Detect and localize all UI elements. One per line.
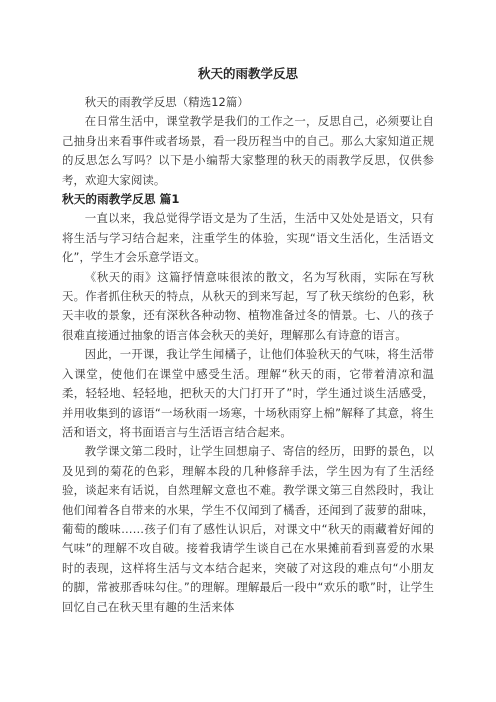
- body-paragraph: 《秋天的雨》这篇抒情意味很浓的散文，名为写秋雨，实际在写秋天。作者抓住秋天的特点，从秋天的到来写起，写了秋天缤纷的色彩，秋天丰收的景象，还有深秋各种动物、植物准备过冬的情景。七、八的孩子很难直接通过抽象的语言体会秋天的美好，理解那么有诗意的语言。: [62, 269, 434, 342]
- body-paragraph: 因此，一开课，我让学生闻橘子，让他们体验秋天的气味，将生活带入课堂，使他们在课堂中感受生活。理解“秋天的雨，它带着清凉和温柔，轻轻地、轻轻地，把秋天的大门打开了”时，学生通过谈生活感受，并用收集到的谚语“一场秋雨一场寒，十场秋雨穿上棉”解释了其意，将生活和语文，将书面语言与生活语言结合起来。: [62, 347, 434, 439]
- body-paragraph: 一直以来，我总觉得学语文是为了生活，生活中又处处是语文，只有将生活与学习结合起来，注重学生的体验，实现“语文生活化，生活语文化”，学生才会乐意学语文。: [62, 211, 434, 265]
- body-paragraph: 教学课文第二段时，让学生回想扇子、寄信的经历，田野的景色，以及见到的菊花的色彩，理解本段的几种修辞手法，学生因为有了生活经验，谈起来有话说，自然理解文意也不难。教学课文第三自然段时，我让他们闻着各自带来的水果，学生不仅闻到了橘香，还闻到了菠萝的甜味，葡萄的酸味……孩子们有了感性认识后，对课文中“秋天的雨藏着好闻的气味”的理解不攻自破。接着我请学生谈自己在水果摊前看到喜爱的水果时的表现，这样将生活与文本结合起来，突破了对这段的难点句“小朋友的脚，常被那香味勾住。”的理解。理解最后一段中“欢乐的歌”时，让学生回忆自己在秋天里有趣的生活来体: [62, 444, 434, 614]
- document-body: [62, 93, 434, 617]
- intro-paragraph: 在日常生活中，课堂教学是我们的工作之一，反思自己，必须要让自己抽身出来看事件或者场景，看一段历程当中的自己。那么大家知道正规的反思怎么写吗？以下是小编帮大家整理的秋天的雨教学反思，仅供参考，欢迎大家阅读。: [62, 114, 434, 187]
- section-heading: 秋天的雨教学反思 篇1: [62, 192, 180, 207]
- document-title: 秋天的雨教学反思: [197, 66, 298, 81]
- intro-line: 秋天的雨教学反思（精选12篇）: [84, 95, 249, 109]
